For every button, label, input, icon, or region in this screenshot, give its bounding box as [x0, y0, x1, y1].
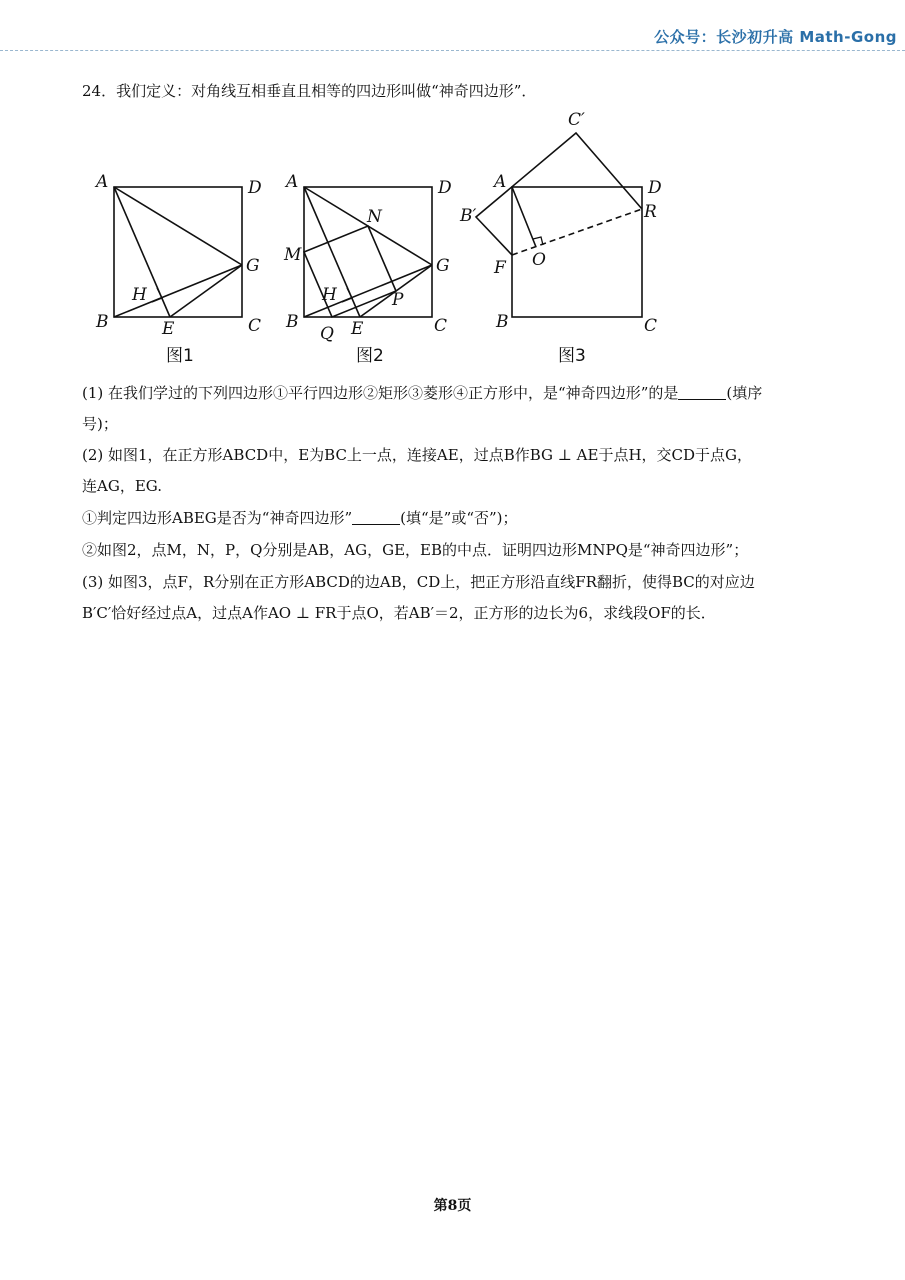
fig2-label-e: E — [351, 319, 364, 339]
part-1-continued: 号)； — [82, 415, 118, 433]
question-title: 24．我们定义：对角线互相垂直且相等的四边形叫做“神奇四边形”． — [82, 82, 537, 100]
fig2-label-b: B — [286, 312, 299, 332]
fig3-label-f: F — [494, 258, 506, 278]
fig3-caption: 图3 — [558, 346, 586, 366]
fig3-label-b: B — [496, 312, 509, 332]
fig3-label-c: C — [644, 316, 658, 336]
fig1-label-h: H — [132, 285, 147, 305]
fig3-label-o: O — [532, 250, 546, 270]
fig3-label-c-prime: C′ — [568, 110, 585, 130]
fig3-label-r: R — [644, 202, 657, 222]
fig3-label-d: D — [648, 178, 662, 198]
part-2-i-text: ①判定四边形ABEG是否为“神奇四边形” — [82, 509, 353, 527]
fig3-folded-edges — [476, 133, 642, 255]
fig1-line-ag — [114, 187, 242, 265]
answer-blank-1[interactable] — [678, 385, 726, 400]
fig2-label-m: M — [284, 245, 302, 265]
fig1-label-g: G — [246, 256, 260, 276]
fig2-caption: 图2 — [356, 346, 384, 366]
fig1-label-b: B — [96, 312, 109, 332]
fig3-line-ao — [512, 187, 536, 247]
fig2-label-q: Q — [320, 324, 334, 344]
fig2-label-n: N — [367, 207, 382, 227]
fig2-label-h: H — [322, 285, 337, 305]
fig3-label-b-prime: B′ — [460, 206, 477, 226]
page-number: 第8页 — [433, 1198, 472, 1214]
part-3-continued: B′C′恰好经过点A，过点A作AO ⊥ FR于点O，若AB′＝2，正方形的边长为6，求线段OF的长． — [82, 604, 716, 622]
figure-3 — [476, 133, 642, 317]
fig2-label-g: G — [436, 256, 450, 276]
fig2-label-p: P — [392, 290, 404, 310]
part-1-text-end: (填序 — [726, 384, 763, 402]
part-2-continued: 连AG，EG. — [82, 477, 162, 495]
fig2-right-angle — [342, 288, 352, 302]
header-divider — [0, 50, 905, 51]
fig3-label-a: A — [494, 172, 507, 192]
fig2-label-d: D — [438, 178, 452, 198]
fig2-label-a: A — [286, 172, 299, 192]
fig1-right-angle — [152, 288, 162, 302]
part-2-i — [82, 503, 827, 534]
page-header — [0, 0, 905, 50]
fig1-line-eg — [170, 265, 242, 317]
part-2-ii: ②如图2，点M，N，P，Q分别是AB，AG，GE，EB的中点．证明四边形MNPQ是“神奇四边形”； — [82, 541, 749, 559]
fig2-label-c: C — [434, 316, 448, 336]
fig1-label-e: E — [162, 319, 175, 339]
part-2-i-text-end: (填“是”或“否”)； — [400, 509, 518, 527]
fig2-quad-mnpq — [304, 226, 396, 317]
part-2: (2) 如图1，在正方形ABCD中，E为BC上一点，连接AE，过点B作BG ⊥ AE于点H，交CD于点G， — [82, 446, 753, 464]
header-title: 公众号：长沙初升高 Math-Gong — [654, 28, 897, 46]
fig1-label-a: A — [96, 172, 109, 192]
geometry-figures — [80, 105, 680, 370]
part-1 — [82, 378, 827, 409]
part-3: (3) 如图3，点F，R分别在正方形ABCD的边AB，CD上，把正方形沿直线FR翻折，使得BC的对应边 — [82, 573, 755, 591]
answer-blank-2[interactable] — [352, 510, 400, 525]
fig1-label-c: C — [248, 316, 262, 336]
fig3-fold-line-fr — [512, 209, 642, 255]
figures-area — [80, 105, 680, 370]
fig1-label-d: D — [248, 178, 262, 198]
part-1-text: (1) 在我们学过的下列四边形①平行四边形②矩形③菱形④正方形中，是“神奇四边形”的是 — [82, 384, 679, 402]
fig1-caption: 图1 — [166, 346, 194, 366]
